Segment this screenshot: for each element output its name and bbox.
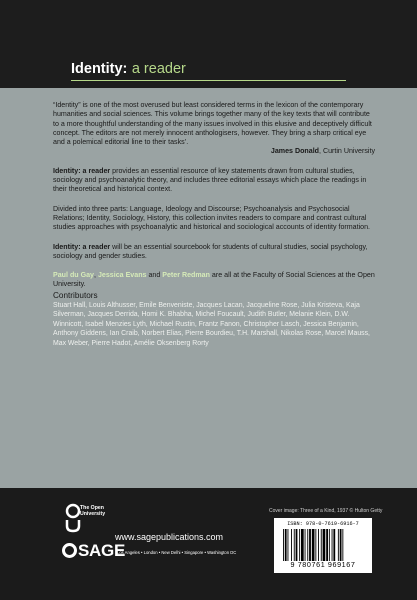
- barcode-bars-icon: [282, 529, 366, 561]
- editor-name-3: Peter Redman: [162, 271, 210, 280]
- barcode-bar: [296, 529, 298, 561]
- barcode-bar: [283, 529, 284, 561]
- barcode-bar: [333, 529, 335, 561]
- editor-sep-2: and: [146, 271, 163, 280]
- endorsement-author: James Donald: [270, 147, 320, 156]
- description-paragraph-2: Divided into three parts: Language, Ideology and Discourse; Psychoanalysis and Psychosocial Relations; Identity, Sociology, History, this collection invites readers to compare and contrast cultural studies approaches with psychoanalytic and historical and sociological accounts of identity formation.: [53, 204, 371, 232]
- open-university-label: The Open University: [80, 505, 106, 517]
- description-paragraph-1: [53, 167, 375, 195]
- barcode-bar: [285, 529, 287, 561]
- editor-name-2: Jessica Evans: [97, 271, 147, 280]
- sage-cities: Los Angeles • London • New Delhi • Singapore • Washington DC: [117, 550, 237, 555]
- para3-lead: Identity: a reader: [53, 242, 111, 251]
- barcode: [274, 518, 372, 573]
- sage-url: www.sagepublications.com: [115, 532, 224, 542]
- barcode-bar: [307, 529, 308, 561]
- barcode-bar: [299, 529, 300, 561]
- isbn-text: ISBN: 978-0-7619-6916-7: [287, 521, 359, 527]
- editors-text: are all at the Faculty of Social Sciences at the Open University.: [53, 271, 375, 289]
- barcode-bar: [318, 529, 319, 561]
- editor-sep-1: ,: [94, 271, 98, 280]
- barcode-bar: [323, 529, 326, 561]
- barcode-bar: [309, 529, 311, 561]
- barcode-bar: [332, 529, 333, 561]
- contributors-list: Stuart Hall, Louis Althusser, Emile Benveniste, Jacques Lacan, Jacqueline Rose, Julia Kristeva, Kaja Silverman, Jacques Derrida, Homi K. Bhabha, Michel Foucault, Judith Butler, Melanie Klein, D.W. Winnicott, Isabel Menzies Lyth, Michael Rustin, Frantz Fanon, Christopher Lasch, Jessica Benjamin, Anthony Giddens, Ian Craib, Norbert Elias, Pierre Bourdieu, T.H. Marshall, Nikolas Rose, Marcel Mauss, Max Weber, Pierre Hadot, Amélie Oksenberg Rorty: [53, 301, 370, 347]
- barcode-bar: [312, 529, 315, 561]
- barcode-bar: [291, 529, 292, 561]
- title-light: a reader: [131, 61, 186, 77]
- sage-name: SAGE: [78, 541, 125, 560]
- barcode-bar: [315, 529, 316, 561]
- back-cover-text: [53, 101, 375, 348]
- endorsement-attribution: [53, 147, 375, 156]
- barcode-bar: [338, 529, 339, 561]
- barcode-bar: [342, 529, 343, 561]
- cover-credit: Cover image: Three of a Kind, 1937 © Hulton Getty: [269, 508, 383, 514]
- sage-logo: [62, 541, 125, 561]
- barcode-bar: [329, 529, 330, 561]
- barcode-bar: [294, 529, 295, 561]
- sage-ring-icon: [62, 543, 77, 558]
- top-band: [0, 0, 417, 88]
- barcode-bar: [321, 529, 322, 561]
- endorsement-affiliation: , Curtin University: [319, 147, 375, 156]
- barcode-number: 9 780761 969167: [290, 560, 356, 569]
- barcode-bar: [340, 529, 342, 561]
- editors-paragraph: [53, 271, 375, 290]
- title-underline: [71, 80, 346, 81]
- editor-name-1: Paul du Gay: [53, 271, 94, 280]
- barcode-bar: [288, 529, 289, 561]
- para3-text: will be an essential sourcebook for students of cultural studies, social psychology, sociology and gender studies.: [53, 242, 368, 260]
- para1-text: provides an essential resource of key statements drawn from cultural studies, sociology and psychoanalytic theory, and includes three editorial essays which place the readings in their theoretical and historical context.: [53, 166, 367, 194]
- description-paragraph-3: [53, 243, 375, 262]
- barcode-bar: [305, 529, 306, 561]
- para1-lead: Identity: a reader: [53, 166, 111, 175]
- book-title: [71, 60, 186, 78]
- endorsement-quote: “Identity” is one of the most overused but least considered terms in the lexicon of the contemporary humanities and social sciences. This volume brings together many of the key texts that will contribute to a more thoughtful understanding of the many issues involved in this elusive and deceptively difficult concept. The editors are not merely innocent anthologisers, however. They bring a sharp critical eye and a polemical editorial line to their tasks’.: [53, 101, 372, 147]
- contributors-heading: Contributors: [53, 290, 98, 300]
- barcode-bar: [326, 529, 328, 561]
- barcode-bar: [301, 529, 304, 561]
- title-bold: Identity:: [71, 61, 128, 77]
